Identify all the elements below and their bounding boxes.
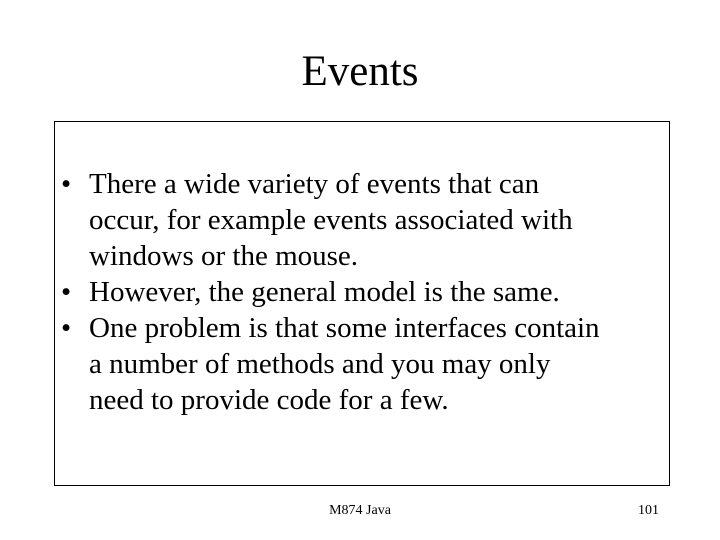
page-number: 101 (638, 503, 659, 518)
bullet-icon: • (61, 168, 72, 200)
bullet-text-line: There a wide variety of events that can (89, 168, 540, 200)
bullet-text-line: occur, for example events associated with (89, 204, 573, 236)
bullet-item (55, 166, 670, 274)
bullet-text-line: However, the general model is the same. (89, 276, 560, 308)
bullet-icon: • (61, 312, 72, 344)
bullet-item (55, 310, 670, 418)
content-box (54, 121, 670, 486)
bullet-icon: • (61, 276, 72, 308)
bullet-text-line: windows or the mouse. (89, 240, 359, 272)
bullet-item (55, 274, 670, 310)
bullet-text-line: need to provide code for a few. (89, 384, 449, 416)
bullet-text-line: a number of methods and you may only (89, 348, 551, 380)
bullet-list (55, 166, 670, 418)
bullet-text-line: One problem is that some interfaces contain (89, 312, 600, 344)
footer-label: M874 Java (329, 503, 391, 518)
slide-title: Events (301, 48, 419, 95)
